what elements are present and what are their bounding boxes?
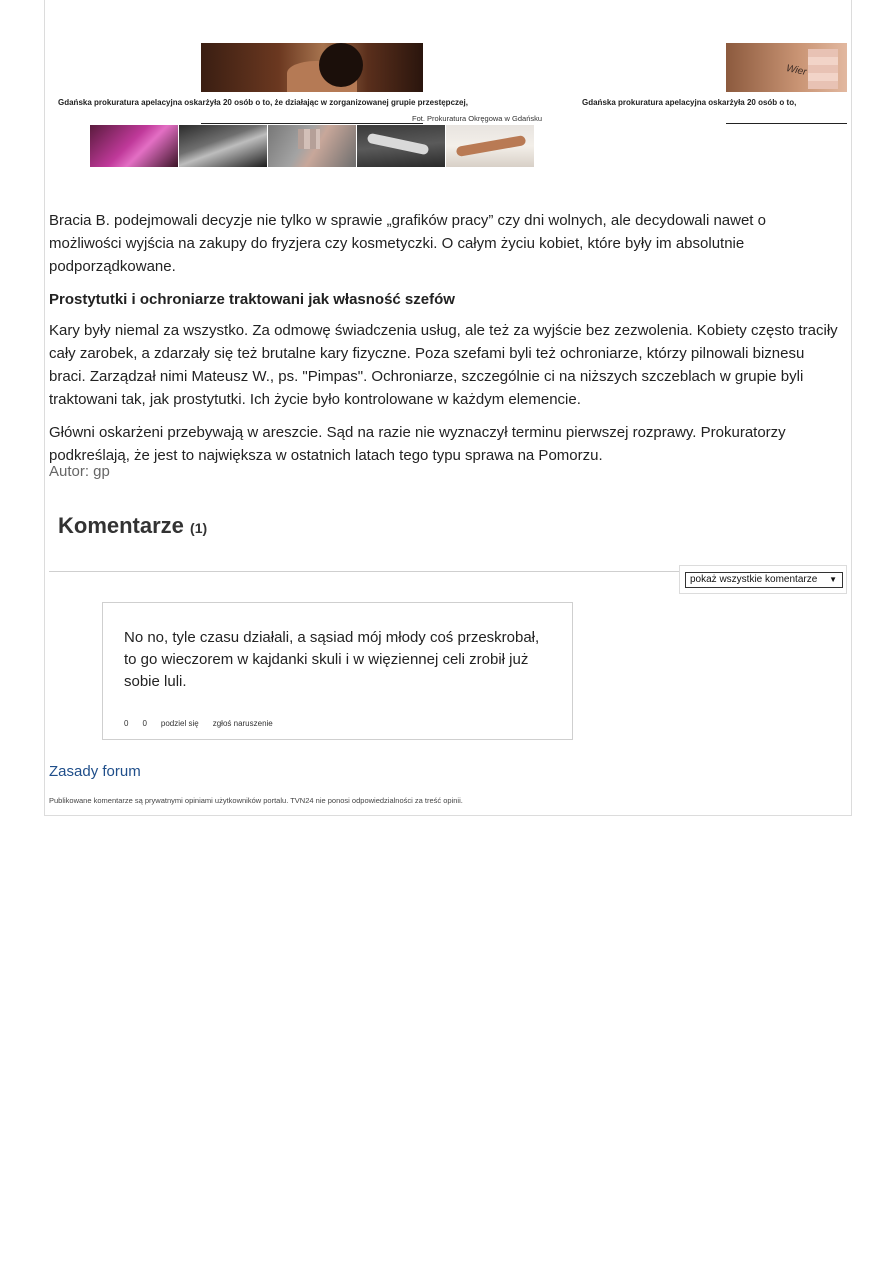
- photo-figure: [456, 135, 527, 157]
- comments-filter: [679, 565, 847, 594]
- comment-actions: [124, 719, 287, 728]
- article-paragraph: Główni oskarżeni przebywają w areszcie. Sąd na razie nie wyznaczył terminu pierwszej rozprawy. Prokuratorzy podkreślają, że jest to największa w ostatnich latach tego typu sprawa na Pomorzu.: [49, 424, 786, 464]
- comment-report-button[interactable]: zgłoś naruszenie: [212, 719, 273, 728]
- article-paragraph: Bracia B. podejmowali decyzje nie tylko w sprawie „grafików pracy” czy dni wolnych, ale decydowali nawet o możliwości wyjścia na zakupy do fryzjera czy kosmetyczki. O całym życiu kobiet, które były im absolutnie podporządkowane.: [49, 212, 766, 275]
- photo-credit: Fot. Prokuratura Okręgowa w Gdańsku: [412, 114, 543, 123]
- comment-text: No no, tyle czasu działali, a sąsiad mój młody coś przeskrobał, to go wieczorem w kajdanki skuli i w więziennej celi zrobił już sobie luli.: [124, 629, 540, 690]
- gallery-caption-next: Gdańska prokuratura apelacyjna oskarżyła 20 osób o to,: [582, 98, 797, 107]
- chevron-down-icon: ▼: [829, 575, 837, 584]
- comments-filter-select[interactable]: [685, 572, 843, 588]
- caption-divider: [726, 123, 847, 124]
- comments-heading: [58, 513, 207, 539]
- gallery-thumbnails: [90, 125, 534, 167]
- article-subheading: Prostytutki i ochroniarze traktowani jak własność szefów: [49, 291, 455, 308]
- forum-rules-link[interactable]: Zasady forum: [49, 763, 141, 780]
- photo-tattoo-text: Wier: [785, 62, 808, 79]
- gallery-thumbnail[interactable]: [357, 125, 445, 167]
- article-paragraph: Kary były niemal za wszystko. Za odmowę świadczenia usług, ale też za wyjście bez zezwolenia. Kobiety często traciły cały zarobek, a zdarzały się też brutalne kary fizyczne. Poza szefami byli też ochroniarze, którzy pilnowali biznesu braci. Zarządzał nimi Mateusz W., ps. "Pimpas". Ochroniarze, szczególnie ci na niższych szczeblach w grupie byli traktowani tak, jak prostytutki. Ich życie było kontrolowane w każdym elemencie.: [49, 322, 838, 408]
- gallery-main-photo[interactable]: [201, 43, 423, 92]
- comments-filter-value: pokaż wszystkie komentarze: [690, 574, 818, 585]
- gallery-thumbnail[interactable]: [268, 125, 356, 167]
- article-body: [49, 209, 839, 477]
- photo-pixelation: [808, 49, 838, 89]
- gallery-caption-main: Gdańska prokuratura apelacyjna oskarżyła 20 osób o to, że działając w zorganizowanej grupie przestępczej,: [58, 98, 468, 107]
- gallery-thumbnail[interactable]: [90, 125, 178, 167]
- comment-upvote-count[interactable]: 0: [124, 719, 129, 728]
- photo-blur: [319, 43, 363, 87]
- comment-item: [102, 602, 573, 740]
- photo-figure: [367, 133, 430, 156]
- comments-title: Komentarze: [58, 513, 184, 538]
- comments-disclaimer: Publikowane komentarze są prywatnymi opiniami użytkowników portalu. TVN24 nie ponosi odpowiedzialności za treść opinii.: [49, 796, 463, 805]
- comment-downvote-count[interactable]: 0: [142, 719, 147, 728]
- gallery-thumbnail[interactable]: [179, 125, 267, 167]
- comments-count: (1): [190, 520, 208, 536]
- comment-share-button[interactable]: podziel się: [160, 719, 199, 728]
- article-author: Autor: gp: [49, 463, 110, 480]
- photo-pixelation: [298, 129, 320, 149]
- caption-divider: [201, 123, 423, 124]
- gallery-thumbnail[interactable]: [446, 125, 534, 167]
- gallery-next-photo[interactable]: [726, 43, 847, 92]
